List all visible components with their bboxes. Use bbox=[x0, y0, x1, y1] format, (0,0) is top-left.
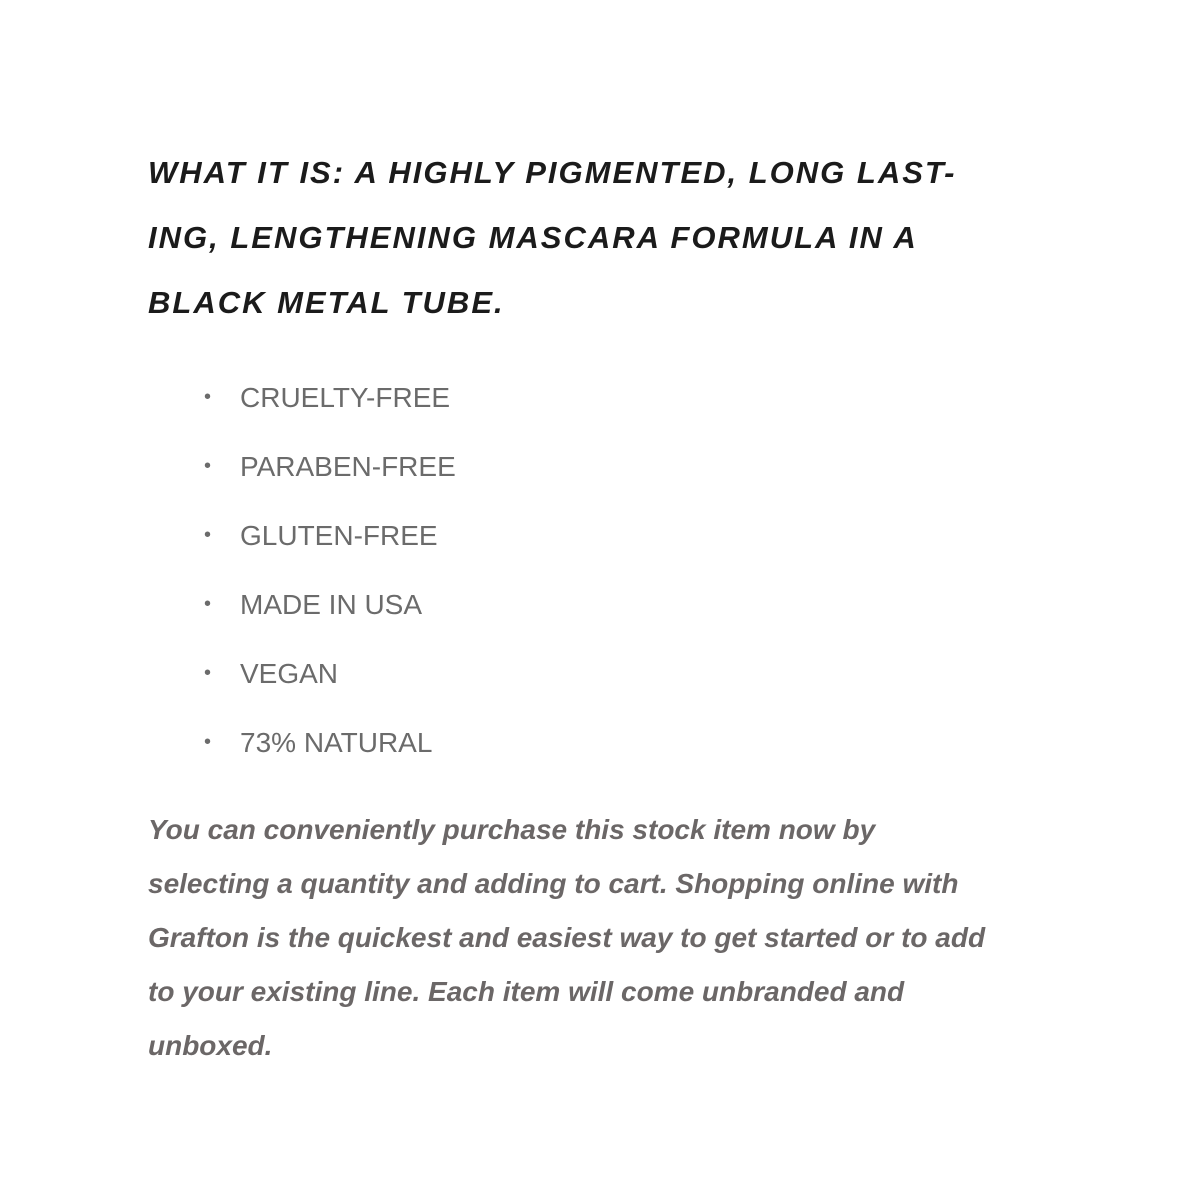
blurb-line: selecting a quantity and adding to cart. Shopping online with bbox=[148, 868, 959, 899]
feature-label: PARABEN-FREE bbox=[240, 451, 456, 482]
feature-item bbox=[204, 570, 1068, 639]
headline-line: BLACK METAL TUBE. bbox=[148, 285, 505, 320]
feature-label: 73% NATURAL bbox=[240, 727, 433, 758]
product-headline bbox=[148, 140, 1068, 335]
feature-label: CRUELTY-FREE bbox=[240, 382, 451, 413]
feature-item bbox=[204, 363, 1068, 432]
headline-line: WHAT IT IS: A HIGHLY PIGMENTED, LONG LAST- bbox=[148, 155, 957, 190]
feature-item bbox=[204, 501, 1068, 570]
bullet-icon: • bbox=[204, 731, 212, 753]
blurb-line: Grafton is the quickest and easiest way to get started or to add bbox=[148, 922, 986, 953]
bullet-icon: • bbox=[204, 524, 212, 546]
feature-label: VEGAN bbox=[240, 658, 339, 689]
feature-label: GLUTEN-FREE bbox=[240, 520, 438, 551]
feature-item bbox=[204, 708, 1068, 777]
blurb-line: to your existing line. Each item will come unbranded and bbox=[148, 976, 905, 1007]
blurb-line: You can conveniently purchase this stock item now by bbox=[148, 814, 876, 845]
blurb-line: unboxed. bbox=[148, 1030, 273, 1061]
bullet-icon: • bbox=[204, 455, 212, 477]
feature-item bbox=[204, 432, 1068, 501]
headline-line: ING, LENGTHENING MASCARA FORMULA IN A bbox=[148, 220, 918, 255]
bullet-icon: • bbox=[204, 662, 212, 684]
feature-label: MADE IN USA bbox=[240, 589, 423, 620]
feature-item bbox=[204, 639, 1068, 708]
bullet-icon: • bbox=[204, 593, 212, 615]
bullet-icon: • bbox=[204, 386, 212, 408]
feature-list bbox=[148, 363, 1068, 777]
purchase-blurb bbox=[148, 803, 1068, 1073]
product-description bbox=[148, 140, 1068, 1073]
